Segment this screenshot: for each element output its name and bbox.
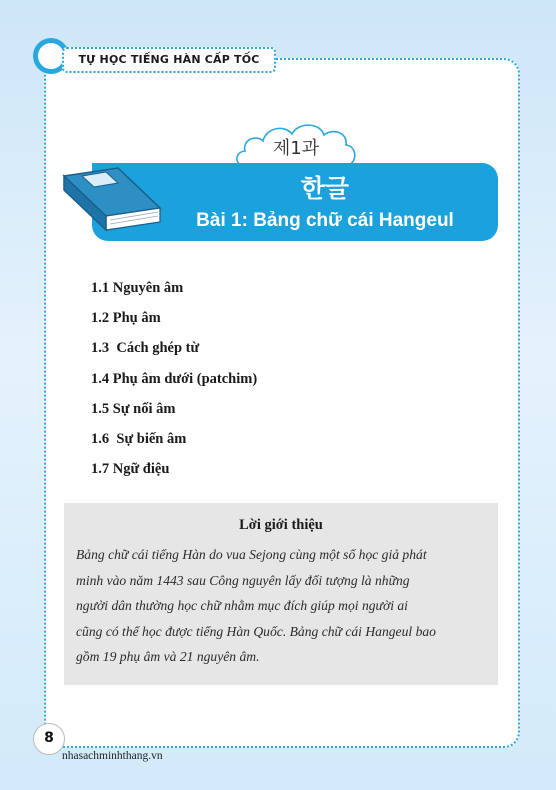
toc-item: 1.1 Nguyên âm xyxy=(91,280,184,296)
toc-item: 1.2 Phụ âm xyxy=(91,310,161,327)
toc-item: 1.7 Ngữ điệu xyxy=(91,461,170,478)
introduction-box xyxy=(64,503,498,685)
introduction-line: gồm 19 phụ âm và 21 nguyên âm. xyxy=(76,649,260,664)
toc-item: 1.5 Sự nối âm xyxy=(91,400,176,417)
toc-item: 1.3 Cách ghép từ xyxy=(91,340,200,357)
lesson-title-vietnamese: Bài 1: Bảng chữ cái Hangeul xyxy=(196,210,454,231)
introduction-line: cũng có thể học được tiếng Hàn Quốc. Bảng chữ cái Hangeul bao xyxy=(76,623,436,639)
toc-item: 1.6 Sự biến âm xyxy=(91,430,187,447)
introduction-line: Bảng chữ cái tiếng Hàn do vua Sejong cùng một số học giả phát xyxy=(76,547,427,562)
introduction-body xyxy=(76,542,486,670)
introduction-line: người dân thường học chữ nhằm mục đích giúp mọi người ai xyxy=(76,598,408,613)
book-icon xyxy=(60,166,168,236)
lesson-number: 제1과 xyxy=(272,138,320,159)
series-title: TỰ HỌC TIẾNG HÀN CẤP TỐC xyxy=(62,47,276,73)
lesson-title-korean: 한글 xyxy=(300,174,350,203)
website-link[interactable]: nhasachminhthang.vn xyxy=(62,750,163,762)
page-number: 8 xyxy=(33,723,65,755)
introduction-title: Lời giới thiệu xyxy=(239,517,323,533)
table-of-contents xyxy=(91,278,257,489)
introduction-line: minh vào năm 1443 sau Công nguyên lấy đối tượng là những xyxy=(76,572,410,588)
toc-item: 1.4 Phụ âm dưới (patchim) xyxy=(91,370,258,387)
